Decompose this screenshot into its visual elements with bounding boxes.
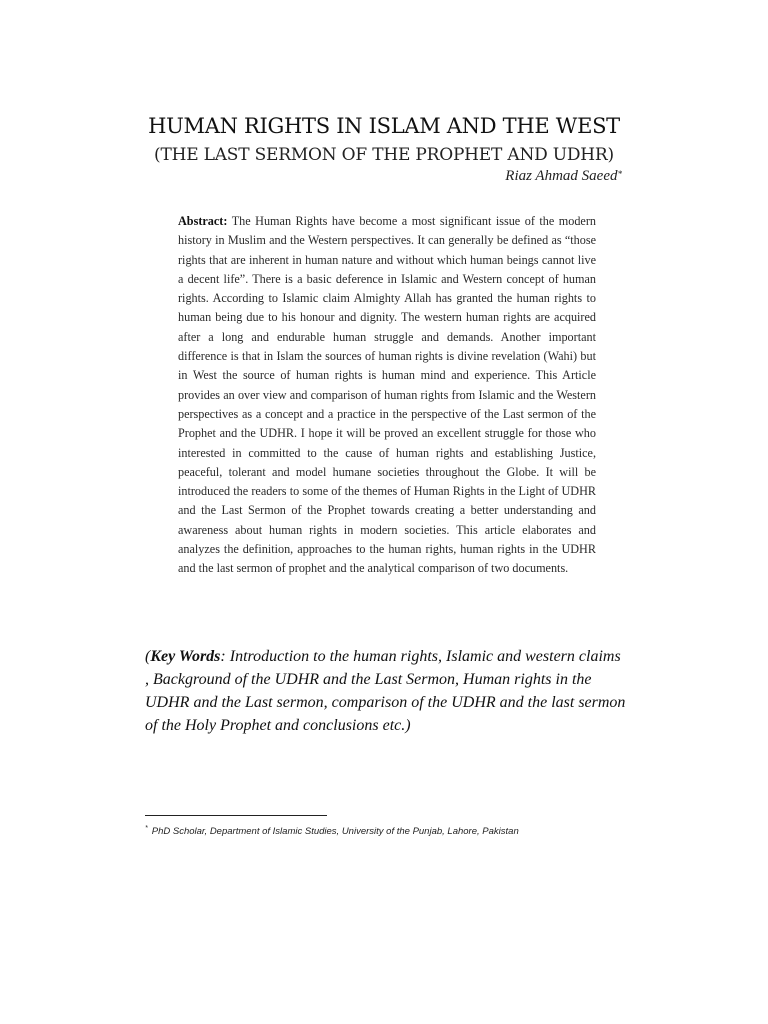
keywords-open-paren: ( [145,648,151,665]
keywords-paragraph [145,645,627,737]
author-line [505,166,622,186]
footnote-mark: * [145,825,148,832]
abstract-label: Abstract: [178,214,228,228]
author-footnote-mark: * [617,169,622,179]
abstract-paragraph [178,212,596,579]
footnote [145,822,645,839]
keywords-label: Key Words [150,648,221,665]
author-name: Riaz Ahmad Saeed [505,168,618,184]
paper-title: HUMAN RIGHTS IN ISLAM AND THE WEST [148,114,620,138]
abstract-text: The Human Rights have become a most significant issue of the modern history in Muslim and the Western perspectives. It can generally be defined as “those rights that are inherent in human nature and without which human beings cannot live a decent life”. There is a basic deference in Islamic and Western concept of human rights. According to Islamic claim Almighty Allah has granted the human rights to human being due to his honour and dignity. The western human rights are acquired after a long and endurable human struggle and demands. Another important difference is that in Islam the sources of human rights is divine revelation (Wahi) but in West the source of human rights is human mind and experience. This Article provides an over view and comparison of human rights from Islamic and the Western perspectives as a concept and a practice in the perspective of the Last sermon of the Prophet and the UDHR. I hope it will be proved an excellent struggle for those who interested in committed to the cause of human rights and establishing Justice, peaceful, tolerant and model humane societies throughout the Globe. It will be introduced the readers to some of the themes of Human Rights in the Light of UDHR and the Last Sermon of the Prophet towards creating a better understanding and awareness about human rights in modern societies. This article elaborates and analyzes the definition, approaches to the human rights, human rights in the UDHR and the last sermon of prophet and the analytical comparison of two documents. [178,214,596,576]
keywords-text: : Introduction to the human rights, Islamic and western claims , Background of the UDHR and the Last Sermon, Human rights in the UDHR and the Last sermon, comparison of the UDHR and the last sermon of the Holy Prophet and conclusions etc.) [145,648,626,734]
footnote-text: PhD Scholar, Department of Islamic Studies, University of the Punjab, Lahore, Pakistan [151,826,519,838]
footnote-divider [145,815,327,816]
paper-subtitle: (THE LAST SERMON OF THE PROPHET AND UDHR) [154,145,614,165]
